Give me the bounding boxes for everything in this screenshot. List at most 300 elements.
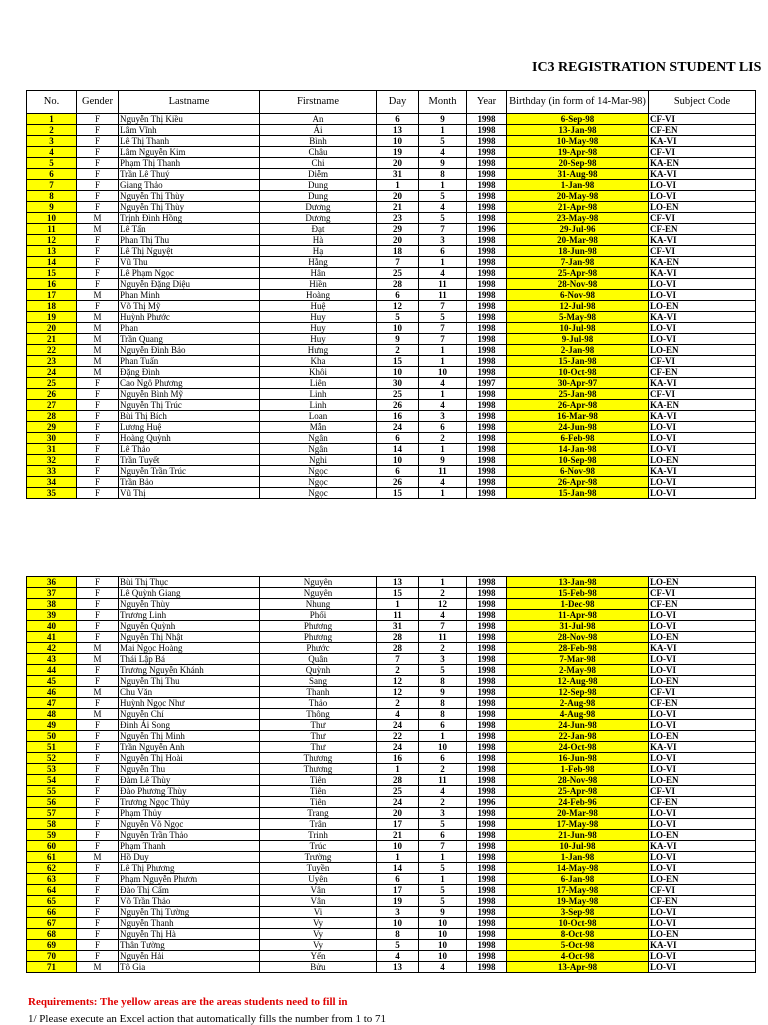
cell-year: 1998	[467, 466, 507, 477]
cell-subject-code: KA-VI	[649, 841, 756, 852]
cell-gender: F	[77, 896, 119, 907]
cell-no[interactable]: 47	[27, 698, 77, 709]
cell-birthday[interactable]: 19-Apr-98	[507, 147, 649, 158]
cell-birthday[interactable]: 10-Oct-98	[507, 918, 649, 929]
cell-gender: F	[77, 830, 119, 841]
table-row	[27, 125, 756, 136]
cell-subject-code: LO-VI	[649, 764, 756, 775]
column-header-lastname: Lastname	[119, 91, 260, 114]
cell-birthday[interactable]: 24-Jun-98	[507, 422, 649, 433]
cell-lastname: Phạm Thủy	[119, 808, 260, 819]
cell-year: 1998	[467, 367, 507, 378]
cell-no[interactable]: 13	[27, 246, 77, 257]
cell-birthday[interactable]: 1-Dec-98	[507, 599, 649, 610]
cell-no[interactable]: 24	[27, 367, 77, 378]
cell-lastname: Đinh Ái Song	[119, 720, 260, 731]
cell-year: 1998	[467, 257, 507, 268]
table-row	[27, 158, 756, 169]
cell-birthday[interactable]: 28-Nov-98	[507, 279, 649, 290]
cell-no[interactable]: 20	[27, 323, 77, 334]
cell-gender: F	[77, 588, 119, 599]
cell-no[interactable]: 32	[27, 455, 77, 466]
cell-no[interactable]: 45	[27, 676, 77, 687]
cell-no[interactable]: 34	[27, 477, 77, 488]
cell-birthday[interactable]: 1-Jan-98	[507, 180, 649, 191]
cell-no[interactable]: 56	[27, 797, 77, 808]
cell-month: 1	[419, 180, 467, 191]
cell-birthday[interactable]: 3-Sep-98	[507, 907, 649, 918]
cell-no[interactable]: 60	[27, 841, 77, 852]
cell-firstname: Phương	[260, 632, 377, 643]
table-row	[27, 929, 756, 940]
cell-no[interactable]: 15	[27, 268, 77, 279]
cell-birthday[interactable]: 13-Jan-98	[507, 125, 649, 136]
cell-subject-code: LO-VI	[649, 488, 756, 499]
cell-no[interactable]: 68	[27, 929, 77, 940]
cell-no[interactable]: 30	[27, 433, 77, 444]
cell-birthday[interactable]: 14-Jan-98	[507, 444, 649, 455]
cell-birthday[interactable]: 6-Jan-98	[507, 874, 649, 885]
cell-subject-code: KA-EN	[649, 158, 756, 169]
cell-no[interactable]: 46	[27, 687, 77, 698]
cell-birthday[interactable]: 31-Aug-98	[507, 169, 649, 180]
cell-lastname: Chu Văn	[119, 687, 260, 698]
cell-month: 4	[419, 268, 467, 279]
cell-birthday[interactable]: 12-Sep-98	[507, 687, 649, 698]
cell-birthday[interactable]: 15-Jan-98	[507, 356, 649, 367]
cell-gender: F	[77, 665, 119, 676]
cell-gender: F	[77, 808, 119, 819]
cell-no[interactable]: 61	[27, 852, 77, 863]
cell-day: 7	[377, 654, 419, 665]
cell-day: 10	[377, 136, 419, 147]
cell-year: 1998	[467, 819, 507, 830]
cell-firstname: Ái	[260, 125, 377, 136]
cell-no[interactable]: 25	[27, 378, 77, 389]
cell-month: 9	[419, 907, 467, 918]
cell-birthday[interactable]: 4-Oct-98	[507, 951, 649, 962]
cell-birthday[interactable]: 7-Mar-98	[507, 654, 649, 665]
cell-no[interactable]: 23	[27, 356, 77, 367]
cell-no[interactable]: 39	[27, 610, 77, 621]
cell-birthday[interactable]: 7-Jan-98	[507, 257, 649, 268]
cell-no[interactable]: 17	[27, 290, 77, 301]
cell-no[interactable]: 3	[27, 136, 77, 147]
cell-birthday[interactable]: 26-Apr-98	[507, 400, 649, 411]
cell-day: 4	[377, 951, 419, 962]
cell-day: 25	[377, 786, 419, 797]
table-row	[27, 455, 756, 466]
cell-day: 24	[377, 742, 419, 753]
cell-firstname: Hà	[260, 235, 377, 246]
cell-firstname: Dương	[260, 202, 377, 213]
cell-subject-code: LO-VI	[649, 665, 756, 676]
cell-lastname: Lê Thị Phương	[119, 863, 260, 874]
cell-no[interactable]: 40	[27, 621, 77, 632]
cell-birthday[interactable]: 21-Jun-98	[507, 830, 649, 841]
cell-birthday[interactable]: 10-Oct-98	[507, 367, 649, 378]
cell-no[interactable]: 66	[27, 907, 77, 918]
cell-subject-code: LO-VI	[649, 422, 756, 433]
cell-gender: M	[77, 290, 119, 301]
cell-year: 1998	[467, 951, 507, 962]
cell-no[interactable]: 26	[27, 389, 77, 400]
cell-firstname: Thư	[260, 742, 377, 753]
cell-subject-code: LO-VI	[649, 444, 756, 455]
cell-subject-code: LO-VI	[649, 654, 756, 665]
cell-year: 1998	[467, 621, 507, 632]
cell-no[interactable]: 37	[27, 588, 77, 599]
cell-gender: F	[77, 433, 119, 444]
cell-firstname: Thương	[260, 764, 377, 775]
cell-birthday[interactable]: 20-May-98	[507, 191, 649, 202]
cell-no[interactable]: 29	[27, 422, 77, 433]
cell-no[interactable]: 44	[27, 665, 77, 676]
cell-firstname: Ngọc	[260, 488, 377, 499]
cell-year: 1998	[467, 907, 507, 918]
table-row	[27, 389, 756, 400]
cell-gender: F	[77, 731, 119, 742]
cell-year: 1998	[467, 687, 507, 698]
cell-no[interactable]: 71	[27, 962, 77, 973]
cell-no[interactable]: 35	[27, 488, 77, 499]
cell-birthday[interactable]: 25-Apr-98	[507, 268, 649, 279]
cell-subject-code: LO-VI	[649, 621, 756, 632]
cell-birthday[interactable]: 15-Feb-98	[507, 588, 649, 599]
cell-birthday[interactable]: 16-Jun-98	[507, 753, 649, 764]
cell-birthday[interactable]: 1-Feb-98	[507, 764, 649, 775]
cell-subject-code: LO-EN	[649, 301, 756, 312]
cell-year: 1998	[467, 599, 507, 610]
cell-lastname: Đào Thị Cẩm	[119, 885, 260, 896]
cell-birthday[interactable]: 6-Feb-98	[507, 433, 649, 444]
cell-birthday[interactable]: 22-Jan-98	[507, 731, 649, 742]
cell-day: 25	[377, 389, 419, 400]
cell-lastname: Nguyễn Hải	[119, 951, 260, 962]
cell-subject-code: CF-EN	[649, 896, 756, 907]
cell-birthday[interactable]: 21-Apr-98	[507, 202, 649, 213]
cell-firstname: Hiền	[260, 279, 377, 290]
cell-lastname: Phan Minh	[119, 290, 260, 301]
cell-no[interactable]: 6	[27, 169, 77, 180]
cell-year: 1998	[467, 786, 507, 797]
cell-month: 5	[419, 191, 467, 202]
cell-birthday[interactable]: 20-Sep-98	[507, 158, 649, 169]
table-row	[27, 819, 756, 830]
cell-birthday[interactable]: 14-May-98	[507, 863, 649, 874]
cell-gender: M	[77, 687, 119, 698]
cell-year: 1998	[467, 268, 507, 279]
cell-no[interactable]: 59	[27, 830, 77, 841]
cell-subject-code: LO-VI	[649, 918, 756, 929]
cell-day: 6	[377, 114, 419, 125]
cell-gender: F	[77, 676, 119, 687]
cell-month: 3	[419, 654, 467, 665]
cell-gender: F	[77, 411, 119, 422]
cell-no[interactable]: 12	[27, 235, 77, 246]
cell-birthday[interactable]: 16-Mar-98	[507, 411, 649, 422]
cell-month: 11	[419, 279, 467, 290]
cell-no[interactable]: 33	[27, 466, 77, 477]
cell-birthday[interactable]: 2-Jan-98	[507, 345, 649, 356]
cell-no[interactable]: 64	[27, 885, 77, 896]
cell-birthday[interactable]: 24-Feb-96	[507, 797, 649, 808]
cell-year: 1998	[467, 400, 507, 411]
cell-no[interactable]: 53	[27, 764, 77, 775]
cell-firstname: Vi	[260, 907, 377, 918]
cell-birthday[interactable]: 18-Jun-98	[507, 246, 649, 257]
cell-birthday[interactable]: 12-Jul-98	[507, 301, 649, 312]
cell-no[interactable]: 7	[27, 180, 77, 191]
cell-birthday[interactable]: 17-May-98	[507, 885, 649, 896]
cell-day: 1	[377, 764, 419, 775]
cell-firstname: Đạt	[260, 224, 377, 235]
cell-no[interactable]: 27	[27, 400, 77, 411]
cell-subject-code: CF-VI	[649, 389, 756, 400]
cell-birthday[interactable]: 13-Jan-98	[507, 577, 649, 588]
cell-no[interactable]: 67	[27, 918, 77, 929]
cell-no[interactable]: 31	[27, 444, 77, 455]
cell-day: 30	[377, 378, 419, 389]
table-row	[27, 764, 756, 775]
cell-no[interactable]: 2	[27, 125, 77, 136]
cell-gender: F	[77, 136, 119, 147]
cell-year: 1998	[467, 158, 507, 169]
cell-subject-code: LO-EN	[649, 345, 756, 356]
cell-firstname: Liên	[260, 378, 377, 389]
cell-firstname: An	[260, 114, 377, 125]
cell-birthday[interactable]: 13-Apr-98	[507, 962, 649, 973]
cell-no[interactable]: 16	[27, 279, 77, 290]
cell-no[interactable]: 5	[27, 158, 77, 169]
cell-birthday[interactable]: 2-Aug-98	[507, 698, 649, 709]
table-row	[27, 632, 756, 643]
cell-birthday[interactable]: 31-Jul-98	[507, 621, 649, 632]
cell-month: 2	[419, 433, 467, 444]
cell-no[interactable]: 49	[27, 720, 77, 731]
cell-no[interactable]: 58	[27, 819, 77, 830]
cell-birthday[interactable]: 10-Sep-98	[507, 455, 649, 466]
cell-birthday[interactable]: 24-Jun-98	[507, 720, 649, 731]
table-row	[27, 312, 756, 323]
cell-no[interactable]: 11	[27, 224, 77, 235]
cell-day: 11	[377, 610, 419, 621]
cell-month: 11	[419, 466, 467, 477]
cell-subject-code: LO-VI	[649, 951, 756, 962]
cell-birthday[interactable]: 20-Mar-98	[507, 235, 649, 246]
cell-subject-code: KA-VI	[649, 742, 756, 753]
table-row	[27, 290, 756, 301]
cell-birthday[interactable]: 15-Jan-98	[507, 488, 649, 499]
cell-year: 1998	[467, 918, 507, 929]
cell-gender: M	[77, 345, 119, 356]
cell-no[interactable]: 41	[27, 632, 77, 643]
cell-year: 1998	[467, 665, 507, 676]
cell-no[interactable]: 22	[27, 345, 77, 356]
cell-birthday[interactable]: 20-Mar-98	[507, 808, 649, 819]
cell-no[interactable]: 54	[27, 775, 77, 786]
cell-gender: F	[77, 764, 119, 775]
cell-day: 20	[377, 191, 419, 202]
cell-birthday[interactable]: 28-Nov-98	[507, 775, 649, 786]
cell-no[interactable]: 9	[27, 202, 77, 213]
cell-day: 22	[377, 731, 419, 742]
cell-birthday[interactable]: 9-Jul-98	[507, 334, 649, 345]
cell-no[interactable]: 38	[27, 599, 77, 610]
cell-no[interactable]: 70	[27, 951, 77, 962]
cell-gender: M	[77, 224, 119, 235]
table-row	[27, 433, 756, 444]
cell-no[interactable]: 69	[27, 940, 77, 951]
cell-birthday[interactable]: 10-Jul-98	[507, 323, 649, 334]
cell-birthday[interactable]: 2-May-98	[507, 665, 649, 676]
cell-day: 5	[377, 312, 419, 323]
cell-day: 4	[377, 709, 419, 720]
cell-birthday[interactable]: 4-Aug-98	[507, 709, 649, 720]
table-row	[27, 709, 756, 720]
cell-no[interactable]: 4	[27, 147, 77, 158]
cell-no[interactable]: 43	[27, 654, 77, 665]
cell-gender: M	[77, 962, 119, 973]
cell-birthday[interactable]: 28-Nov-98	[507, 632, 649, 643]
cell-gender: F	[77, 907, 119, 918]
cell-lastname: Hồ Duy	[119, 852, 260, 863]
cell-birthday[interactable]: 23-May-98	[507, 213, 649, 224]
table-row	[27, 797, 756, 808]
cell-subject-code: LO-EN	[649, 632, 756, 643]
cell-no[interactable]: 57	[27, 808, 77, 819]
cell-birthday[interactable]: 29-Jul-96	[507, 224, 649, 235]
cell-birthday[interactable]: 10-May-98	[507, 136, 649, 147]
cell-month: 1	[419, 257, 467, 268]
cell-lastname: Nguyễn Quỳnh	[119, 621, 260, 632]
cell-firstname: Ngọc	[260, 477, 377, 488]
cell-day: 17	[377, 885, 419, 896]
cell-no[interactable]: 50	[27, 731, 77, 742]
table-row	[27, 808, 756, 819]
cell-month: 3	[419, 808, 467, 819]
cell-no[interactable]: 55	[27, 786, 77, 797]
cell-month: 1	[419, 345, 467, 356]
cell-month: 2	[419, 588, 467, 599]
cell-day: 26	[377, 477, 419, 488]
cell-year: 1998	[467, 246, 507, 257]
cell-birthday[interactable]: 6-Sep-98	[507, 114, 649, 125]
cell-year: 1998	[467, 863, 507, 874]
cell-subject-code: LO-VI	[649, 808, 756, 819]
cell-year: 1998	[467, 753, 507, 764]
cell-no[interactable]: 21	[27, 334, 77, 345]
cell-birthday[interactable]: 10-Jul-98	[507, 841, 649, 852]
cell-birthday[interactable]: 24-Oct-98	[507, 742, 649, 753]
cell-birthday[interactable]: 8-Oct-98	[507, 929, 649, 940]
cell-lastname: Mai Ngọc Hoàng	[119, 643, 260, 654]
table-row	[27, 830, 756, 841]
cell-firstname: Nghi	[260, 455, 377, 466]
cell-day: 6	[377, 466, 419, 477]
table-row	[27, 643, 756, 654]
cell-birthday[interactable]: 25-Apr-98	[507, 786, 649, 797]
cell-year: 1998	[467, 929, 507, 940]
cell-birthday[interactable]: 5-May-98	[507, 312, 649, 323]
table-row	[27, 863, 756, 874]
cell-firstname: Hoàng	[260, 290, 377, 301]
cell-month: 4	[419, 962, 467, 973]
cell-no[interactable]: 1	[27, 114, 77, 125]
cell-firstname: Trang	[260, 808, 377, 819]
cell-year: 1998	[467, 632, 507, 643]
cell-subject-code: LO-VI	[649, 477, 756, 488]
cell-birthday[interactable]: 6-Nov-98	[507, 466, 649, 477]
cell-no[interactable]: 14	[27, 257, 77, 268]
cell-birthday[interactable]: 25-Jan-98	[507, 389, 649, 400]
table-row	[27, 940, 756, 951]
cell-day: 16	[377, 753, 419, 764]
cell-no[interactable]: 42	[27, 643, 77, 654]
cell-month: 6	[419, 830, 467, 841]
cell-firstname: Loan	[260, 411, 377, 422]
cell-no[interactable]: 8	[27, 191, 77, 202]
header-row	[27, 91, 756, 114]
table-row	[27, 268, 756, 279]
cell-birthday[interactable]: 26-Apr-98	[507, 477, 649, 488]
column-header-month: Month	[419, 91, 467, 114]
cell-lastname: Nguyễn Thị Thu	[119, 676, 260, 687]
cell-lastname: Lê Thị Nguyệt	[119, 246, 260, 257]
cell-gender: M	[77, 334, 119, 345]
cell-lastname: Nguyễn Thị Trúc	[119, 400, 260, 411]
cell-day: 23	[377, 213, 419, 224]
cell-no[interactable]: 62	[27, 863, 77, 874]
cell-no[interactable]: 48	[27, 709, 77, 720]
cell-birthday[interactable]: 11-Apr-98	[507, 610, 649, 621]
cell-firstname: Vy	[260, 918, 377, 929]
cell-no[interactable]: 36	[27, 577, 77, 588]
cell-day: 31	[377, 621, 419, 632]
cell-lastname: Huỳnh Ngọc Như	[119, 698, 260, 709]
table-row	[27, 621, 756, 632]
cell-no[interactable]: 19	[27, 312, 77, 323]
cell-lastname: Nguyễn Thanh	[119, 918, 260, 929]
cell-lastname: Giang Thảo	[119, 180, 260, 191]
cell-no[interactable]: 52	[27, 753, 77, 764]
cell-gender: F	[77, 753, 119, 764]
cell-birthday[interactable]: 17-May-98	[507, 819, 649, 830]
cell-birthday[interactable]: 5-Oct-98	[507, 940, 649, 951]
cell-no[interactable]: 28	[27, 411, 77, 422]
cell-no[interactable]: 63	[27, 874, 77, 885]
cell-year: 1998	[467, 577, 507, 588]
cell-birthday[interactable]: 19-May-98	[507, 896, 649, 907]
cell-no[interactable]: 65	[27, 896, 77, 907]
table-row	[27, 224, 756, 235]
cell-birthday[interactable]: 28-Feb-98	[507, 643, 649, 654]
cell-birthday[interactable]: 6-Nov-98	[507, 290, 649, 301]
cell-birthday[interactable]: 12-Aug-98	[507, 676, 649, 687]
cell-month: 4	[419, 147, 467, 158]
cell-gender: F	[77, 169, 119, 180]
cell-firstname: Bửu	[260, 962, 377, 973]
cell-day: 20	[377, 808, 419, 819]
cell-birthday[interactable]: 30-Apr-97	[507, 378, 649, 389]
cell-no[interactable]: 10	[27, 213, 77, 224]
cell-no[interactable]: 18	[27, 301, 77, 312]
cell-year: 1998	[467, 775, 507, 786]
table-row	[27, 213, 756, 224]
cell-no[interactable]: 51	[27, 742, 77, 753]
cell-birthday[interactable]: 1-Jan-98	[507, 852, 649, 863]
cell-lastname: Nguyễn Thị Minh	[119, 731, 260, 742]
